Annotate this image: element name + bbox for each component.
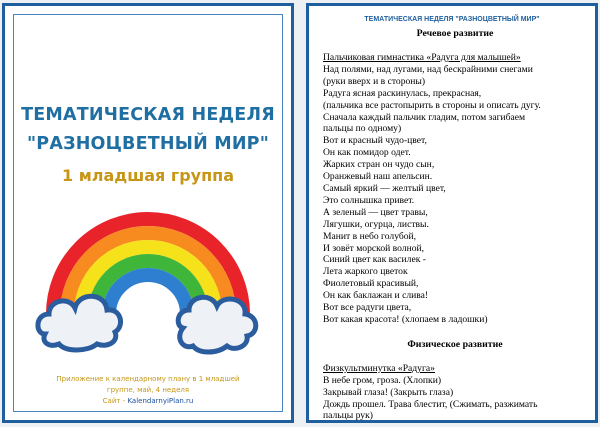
text-line: Вот все радуги цвета, xyxy=(323,302,412,314)
section-physical-title: Физическое развитие xyxy=(407,338,503,350)
text-line: Он как помидор одет. xyxy=(323,147,411,159)
footer-line2: группе, май, 4 неделя xyxy=(106,386,190,394)
text-page xyxy=(306,3,598,423)
text-line: Над полями, над лугами, над бескрайними снегами xyxy=(323,63,533,75)
text-line: Сначала каждый пальчик гладим, потом загибаем xyxy=(323,111,526,123)
text-line: пальцы по одному) xyxy=(323,123,402,135)
text-line: Жарких стран он чудо сын, xyxy=(323,159,435,171)
cover-group-label: 1 младшая группа xyxy=(62,166,234,185)
footer-site xyxy=(17,396,279,407)
document-header: ТЕМАТИЧЕСКАЯ НЕДЕЛЯ "РАЗНОЦВЕТНЫЙ МИР" xyxy=(364,16,540,23)
text-line: Он как баклажан и слива! xyxy=(323,290,429,302)
text-line: пальцы рук) xyxy=(323,410,373,422)
footer-site-link[interactable]: KalendarnyiPlan.ru xyxy=(127,397,194,405)
text-line: Лягушки, огурца, листвы. xyxy=(323,218,429,230)
cloud-right xyxy=(178,297,256,352)
text-line: И зовёт морской волной, xyxy=(323,242,425,254)
exercise-break-title: Физкультминутка «Радуга» xyxy=(323,362,435,374)
text-line: Оранжевый наш апельсин. xyxy=(323,171,433,183)
rainbow-arc-blue xyxy=(109,275,187,314)
text-line: Вот и красный чудо-цвет, xyxy=(323,135,427,147)
footer-site-label: Сайт - xyxy=(102,397,126,405)
document-body xyxy=(323,16,587,422)
text-line: Радуга ясная раскинулась, прекрасная, xyxy=(323,87,482,99)
cover-footer xyxy=(17,374,279,407)
finger-gymnastics-text xyxy=(323,64,587,326)
text-line: Закрывай глаза! (Закрыть глаза) xyxy=(323,386,454,398)
cover-title-line1: ТЕМАТИЧЕСКАЯ НЕДЕЛЯ xyxy=(21,105,275,125)
cover-title xyxy=(13,101,283,159)
text-line: Дождь прошел. Трава блестит, (Сжимать, разжимать xyxy=(323,398,538,410)
text-line: Вот какая красота! (хлопаем в ладошки) xyxy=(323,313,488,325)
text-line: Синий цвет как василек - xyxy=(323,254,426,266)
text-line: Это солнышка привет. xyxy=(323,194,415,206)
text-line: Фиолетовый красивый, xyxy=(323,278,419,290)
rainbow-illustration xyxy=(35,204,261,362)
footer-line1: Приложение к календарному плану в 1 младшей xyxy=(56,375,240,383)
text-line: Манит в небо голубой, xyxy=(323,230,417,242)
finger-gymnastics-title: Пальчиковая гимнастика «Радуга для малышей» xyxy=(323,52,521,63)
text-line: Самый яркий — желтый цвет, xyxy=(323,182,446,194)
cover-page xyxy=(2,3,294,423)
text-line: А зеленый — цвет травы, xyxy=(323,206,428,218)
cover-title-line2: "РАЗНОЦВЕТНЫЙ МИР" xyxy=(26,134,270,154)
text-line: В небе гром, гроза. (Хлопки) xyxy=(323,374,442,386)
text-line: Лета жаркого цветок xyxy=(323,266,408,278)
section-speech-title: Речевое развитие xyxy=(416,28,494,39)
text-line: (пальчика все растопырить в стороны и описать дугу. xyxy=(323,99,541,111)
text-line: (руки вверх и в стороны) xyxy=(323,75,426,87)
exercise-break-text xyxy=(323,375,587,423)
